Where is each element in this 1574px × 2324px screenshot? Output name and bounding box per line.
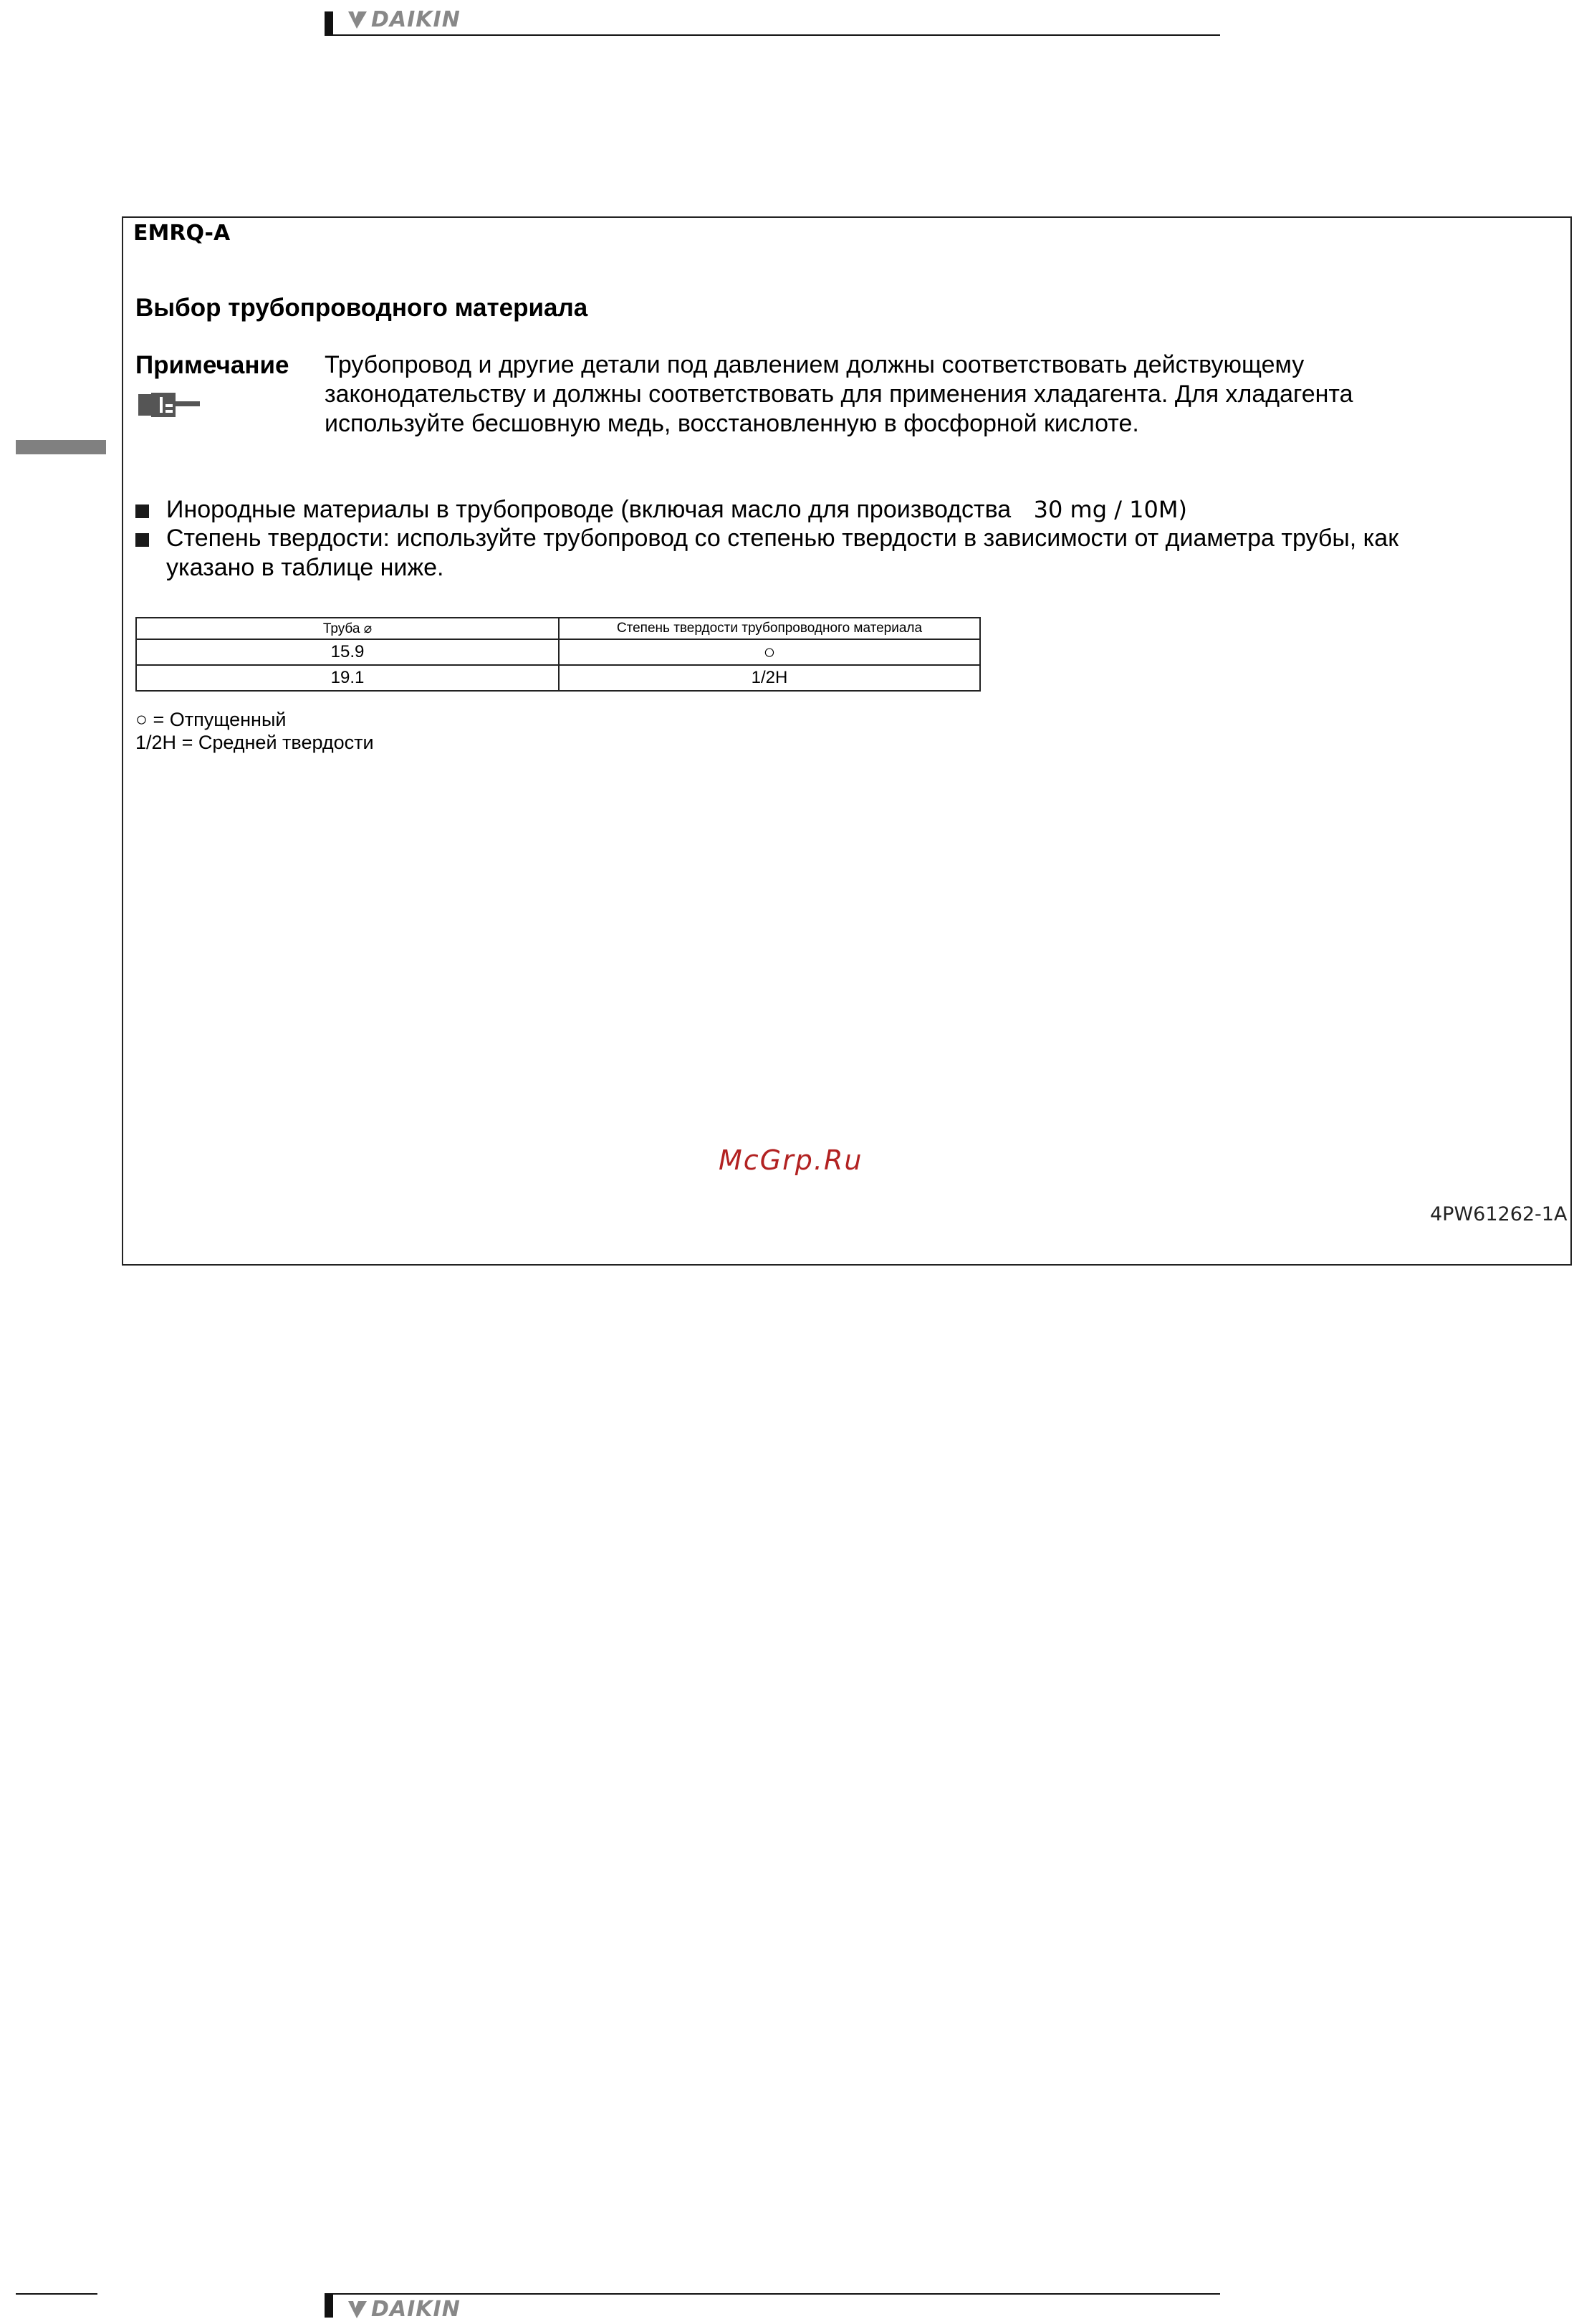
legend-symbol: ○ (135, 708, 148, 730)
bullet-line: указано в таблице ниже. (166, 554, 444, 581)
table-header-hardness: Степень твердости трубопроводного материала (559, 618, 980, 639)
legend-symbol: 1/2H (135, 732, 177, 753)
table-row (136, 665, 980, 691)
table-header-pipe: Труба ⌀ (136, 618, 559, 639)
bullet-line: Степень твердости: используйте трубопровод со степенью твердости в зависимости от диаметра трубы, как (166, 525, 1399, 552)
table-cell-pipe: 19.1 (136, 665, 559, 691)
bullet-hardness (166, 524, 1542, 583)
daikin-logo-icon (347, 2298, 368, 2320)
pointing-hand-icon (138, 387, 203, 424)
table-cell-hardness: ○ (559, 639, 980, 665)
legend-text: = Отпущенный (153, 709, 287, 730)
bullet-text: Инородные материалы в трубопроводе (включая масло для производства (166, 496, 1012, 523)
note-line: используйте бесшовную медь, восстановленную в фосфорной кислоте. (325, 410, 1139, 437)
daikin-logo-icon (347, 9, 368, 30)
table-cell-hardness: 1/2H (559, 665, 980, 691)
footer-brand-text: DAIKIN (371, 2296, 461, 2322)
document-number: 4PW61262-1A (1430, 1203, 1568, 1225)
bullet-marker (135, 505, 149, 518)
legend-text: = Средней твердости (181, 732, 374, 753)
note-label: Примечание (135, 351, 289, 379)
bullet-value: 30 mg / 10M) (1033, 496, 1187, 523)
footer-rule (333, 2293, 1220, 2295)
legend-item-half-hard (135, 731, 374, 754)
legend (135, 708, 374, 754)
side-section-tab (16, 440, 106, 454)
legend-item-annealed (135, 708, 374, 731)
header-brand-text: DAIKIN (371, 6, 461, 32)
table-row (136, 639, 980, 665)
note-line: законодательству и должны соответствовать для применения хладагента. Для хладагента (325, 381, 1353, 408)
bullet-marker (135, 533, 149, 547)
header-brand-logo (347, 7, 461, 32)
footer-brand-logo (347, 2297, 461, 2321)
table-cell-pipe: 15.9 (136, 639, 559, 665)
section-heading: Выбор трубопроводного материала (135, 294, 588, 322)
header-brand-bar (325, 11, 333, 36)
header-rule (333, 34, 1220, 36)
bullet-foreign-materials (166, 495, 1527, 525)
hardness-table (135, 617, 981, 692)
note-line: Трубопровод и другие детали под давлением должны соответствовать действующему (325, 351, 1305, 378)
footer-brand-bar (325, 2293, 333, 2318)
watermark: McGrp.Ru (719, 1144, 863, 1176)
footer-left-rule (16, 2293, 97, 2295)
table-header-row (136, 618, 980, 639)
note-text (325, 350, 1542, 439)
model-label: EMRQ-A (133, 221, 231, 246)
